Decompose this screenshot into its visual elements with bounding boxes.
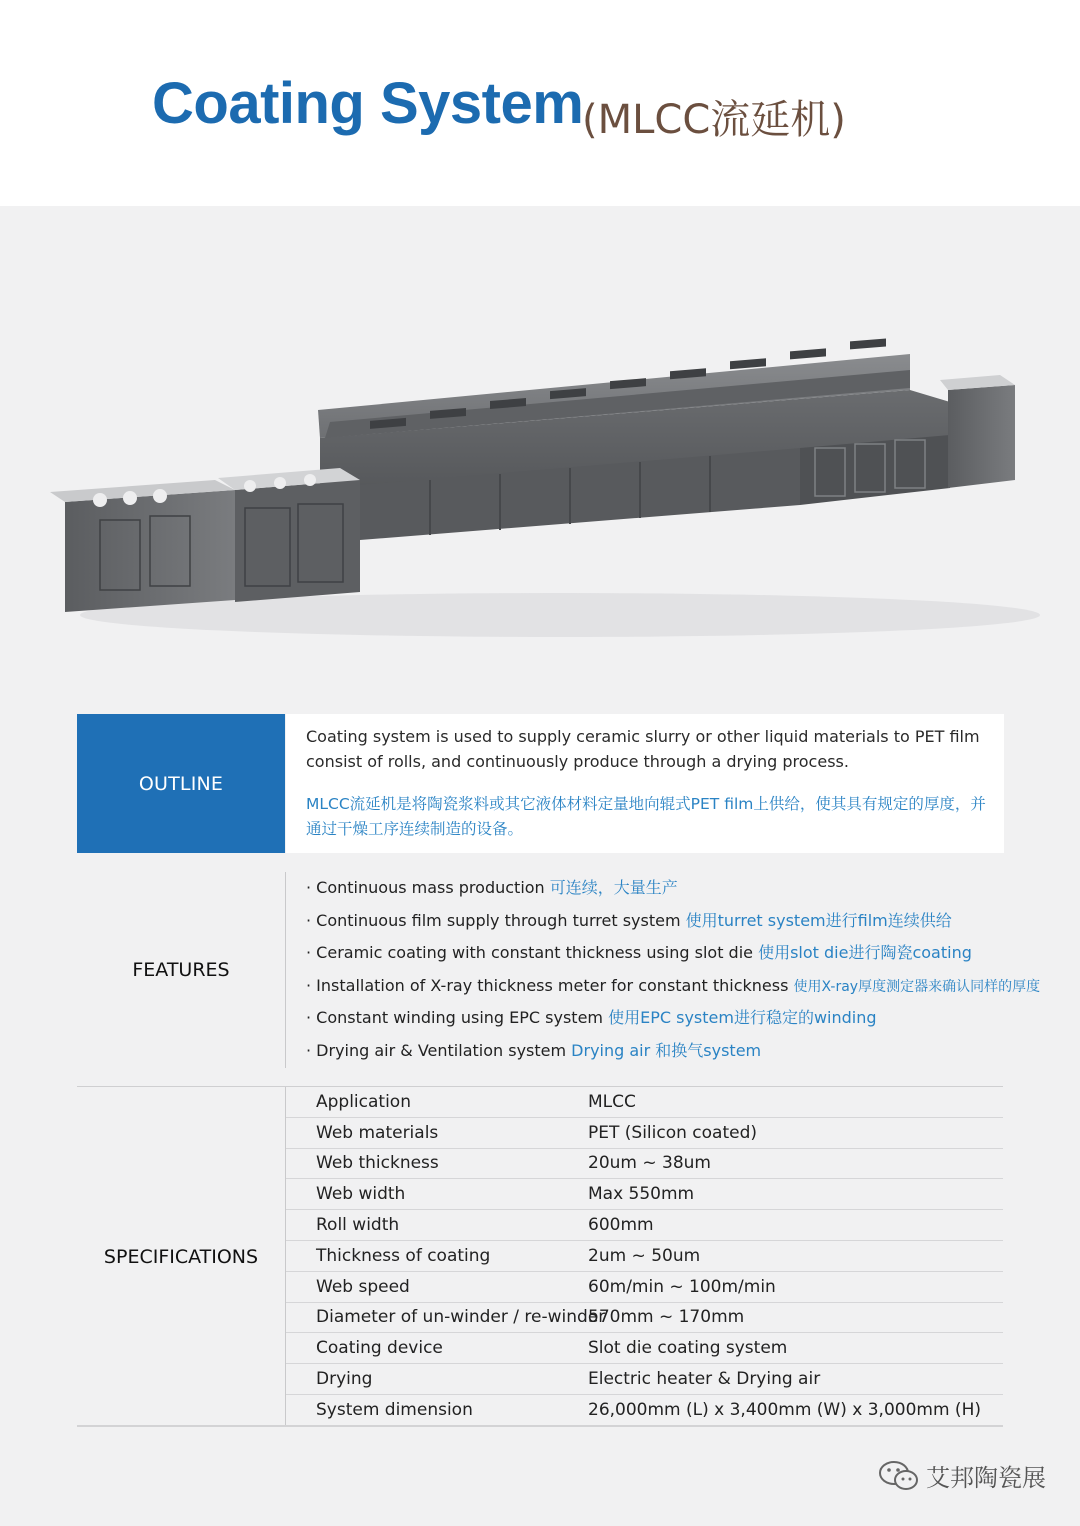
feature-text-en: · Continuous film supply through turret system — [306, 910, 686, 930]
specs-bottom-border — [77, 1425, 1003, 1427]
spec-key: System dimension — [316, 1399, 473, 1420]
spec-row — [286, 1179, 1003, 1210]
feature-text-en: · Continuous mass production — [306, 878, 550, 897]
spec-key: Diameter of un-winder / re-winder — [316, 1307, 606, 1328]
feature-item — [306, 939, 1040, 972]
feature-text-en: · Constant winding using EPC system — [306, 1008, 609, 1028]
spec-value: Slot die coating system — [588, 1338, 788, 1359]
feature-text-cn: 可连续，大量生产 — [549, 878, 678, 897]
outline-text-cn: MLCC流延机是将陶瓷浆料或其它液体材料定量地向辊式PET film上供给，使其具有规定的厚度，并通过干燥工序连续制造的设备。 — [306, 795, 986, 838]
coating-machine-illustration — [40, 330, 1040, 650]
feature-item — [306, 1037, 1040, 1070]
spec-key: Web materials — [316, 1122, 439, 1143]
spec-row — [286, 1395, 1003, 1425]
wechat-icon — [878, 1459, 920, 1493]
spec-row — [286, 1210, 1003, 1241]
spec-row — [286, 1087, 1003, 1118]
feature-text-en: · Ceramic coating with constant thickness using slot die — [306, 943, 759, 963]
spec-value: MLCC — [588, 1091, 636, 1112]
spec-value: 60m/min ~ 100m/min — [588, 1276, 776, 1297]
spec-key: Application — [316, 1091, 411, 1112]
feature-text-en: · Installation of X-ray thickness meter for constant thickness — [306, 975, 794, 995]
spec-key: Coating device — [316, 1338, 443, 1359]
spec-value: Max 550mm — [588, 1184, 695, 1205]
feature-text-cn: 使用EPC system进行稳定的winding — [608, 1008, 877, 1028]
spec-key: Web thickness — [316, 1153, 439, 1174]
feature-item — [306, 1004, 1040, 1037]
feature-text-cn: Drying air 和换气system — [571, 1040, 762, 1060]
spec-value: PET (Silicon coated) — [588, 1122, 758, 1143]
spec-value: 2um ~ 50um — [588, 1245, 701, 1266]
specifications-label: SPECIFICATIONS — [103, 1245, 259, 1268]
feature-text-cn: 使用X-ray厚度测定器来确认同样的厚度 — [793, 978, 1041, 995]
spec-value: 600mm — [588, 1215, 654, 1236]
feature-text-cn: 使用slot die进行陶瓷coating — [758, 943, 972, 963]
features-label: FEATURES — [132, 959, 230, 981]
spec-value: 26,000mm (L) x 3,400mm (W) x 3,000mm (H) — [588, 1399, 981, 1420]
watermark-text: 艾邦陶瓷展 — [926, 1464, 1046, 1492]
spec-key: Drying — [316, 1369, 373, 1390]
feature-text-en: · Drying air & Ventilation system — [306, 1040, 572, 1060]
spec-value: Electric heater & Drying air — [588, 1369, 821, 1390]
outline-text-en: Coating system is used to supply ceramic slurry or other liquid materials to PET film consist of rolls, and continuously produce through a drying process. — [306, 727, 980, 771]
feature-text-cn: 使用turret system进行film连续供给 — [685, 910, 952, 930]
spec-row — [286, 1118, 1003, 1149]
feature-item — [306, 874, 1040, 907]
page-subtitle: (MLCC流延机) — [582, 97, 846, 143]
spec-key: Web width — [316, 1184, 406, 1205]
spec-key: Roll width — [316, 1215, 400, 1236]
spec-row — [286, 1272, 1003, 1303]
page-title: Coating System — [152, 71, 584, 136]
watermark — [878, 1458, 1046, 1493]
spec-row — [286, 1241, 1003, 1272]
outline-body — [286, 714, 1004, 853]
specifications-table — [286, 1087, 1003, 1425]
feature-item — [306, 907, 1040, 940]
feature-item — [306, 972, 1040, 1005]
spec-row — [286, 1303, 1003, 1334]
spec-value: 570mm ~ 170mm — [588, 1307, 745, 1328]
features-list — [306, 874, 1040, 1070]
spec-value: 20um ~ 38um — [588, 1153, 711, 1174]
features-divider — [285, 872, 286, 1068]
spec-key: Web speed — [316, 1276, 410, 1297]
spec-row — [286, 1149, 1003, 1180]
spec-row — [286, 1364, 1003, 1395]
outline-label: OUTLINE — [77, 714, 285, 853]
page-header — [0, 0, 1080, 206]
spec-row — [286, 1333, 1003, 1364]
spec-key: Thickness of coating — [316, 1245, 491, 1266]
